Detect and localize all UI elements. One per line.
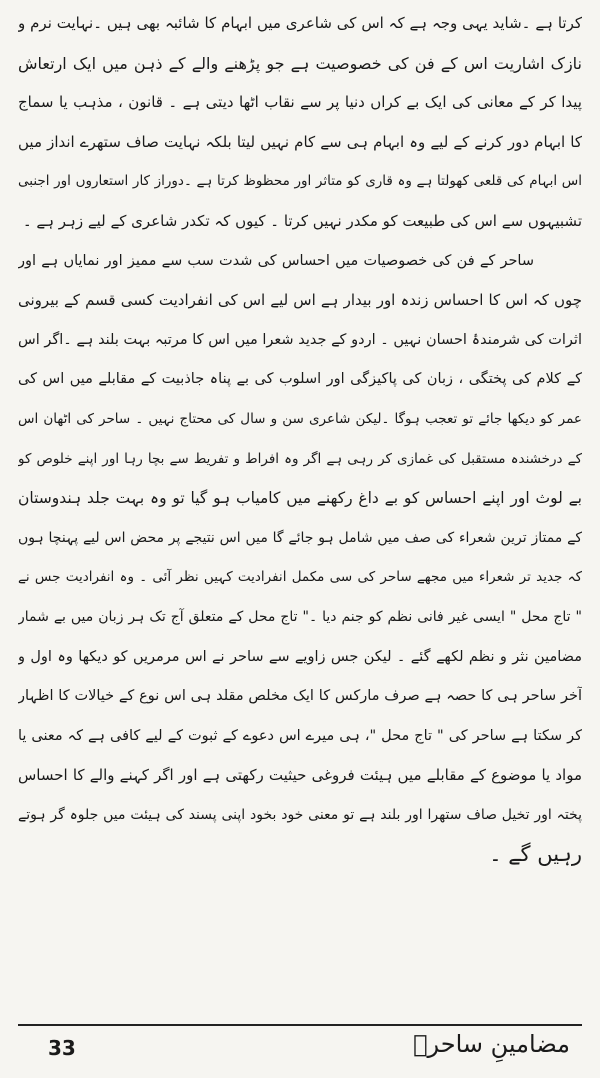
paragraph-start-line: ساحر کے فن کی خصوصیات میں احساس کی شدت سب سے ممیز اور نمایاں ہے اور (18, 252, 534, 269)
urdu-body-text (18, 4, 582, 875)
page-footer (0, 1030, 600, 1070)
text-line: پختہ اور تخیل صاف ستھرا اور بلند ہے تو معنی خود بخود اپنی پسند کی ہیئت میں جلوہ گر ہوتے (18, 806, 582, 823)
text-line: نازک اشاریت اس کے فن کی خصوصیت ہے جو پڑھنے والے کے ذہن میں ایک ارتعاش (18, 53, 582, 73)
footer-divider (18, 1024, 582, 1026)
text-line: پیدا کر کے معانی کی ایک بے کراں دنیا پر سے نقاب اٹھا دیتی ہے ۔ قانون ، مذہب یا سماج (18, 93, 582, 112)
page-number: 33 (48, 1036, 76, 1060)
text-line: آخر ساحر ہی کا حصہ ہے صرف مارکس کا ایک مخلص مقلد ہی اس نوع کے خیالات کا اظہار (18, 688, 582, 705)
text-line: بے لوث اور اپنے احساس کو بے داغ رکھنے میں کامیاب ہو گیا تو وہ بہت جلد ہندوستان (18, 489, 582, 508)
text-line: عمر کو دیکھا جائے تو تعجب ہوگا ۔لیکن شاعری سن و سال کی محتاج نہیں ۔ ساحر کی اٹھان اس (18, 410, 582, 427)
text-line: اثرات کی شرمندۂ احسان نہیں ۔ اردو کے جدید شعرا میں اس کا مرتبہ بہت بلند ہے ۔اگر اس (18, 331, 582, 348)
text-line: کرتا ہے ۔شاید یہی وجہ ہے کہ اس کی شاعری میں ابہام کا شائبہ بھی ہیں ۔نہایت نرم و (18, 14, 582, 32)
text-line: کے کلام کی پختگی ، زبان کی پاکیزگی اور اسلوب کی بے پناہ جاذبیت کے مقابلے میں اس کی (18, 371, 582, 388)
text-line: چوں کہ اس کا احساس زندہ اور بیدار ہے اس لیے اس کی انفرادیت کسی قسم کے بیرونی (18, 291, 582, 310)
text-line: کا ابہام دور کرنے کے لیے وہ ابہام ہی سے کام نہیں لیتا بلکہ نہایت صاف ستھرے انداز میں (18, 132, 582, 151)
text-line: مضامین نثر و نظم لکھے گئے ۔ لیکن جس زاویے سے ساحر نے اس مرمریں کو دیکھا وہ اول و (18, 648, 582, 665)
running-title: مضامینِ ساحرؔ (413, 1030, 570, 1058)
text-line: اس ابہام کی قلعی کھولتا ہے وہ قاری کو متاثر اور محظوظ کرتا ہے ۔دوراز کار استعاروں اور اجنبی (18, 173, 582, 190)
text-line: کر سکتا ہے ساحر کی " تاج محل "، ہی میرے اس دعوے کے ثبوت کے لیے کافی ہے کہ معنی یا (18, 727, 582, 744)
text-line: کے ممتاز ترین شعراء کی صف میں شامل ہو جائے گا میں اس نتیجے پر محض اس لیے پہنچا ہوں (18, 529, 582, 546)
text-line: " تاج محل " ایسی غیر فانی نظم کو جنم دیا ۔" تاج محل کے متعلق آج تک ہر زبان میں بے شمار (18, 608, 582, 625)
text-line: تشبیہوں سے اس کی طبیعت کو مکدر نہیں کرتا ۔ کیوں کہ تکدر شاعری کے لیے زہر ہے ۔ (22, 211, 582, 230)
text-line: کہ جدید تر شعراء میں مجھے ساحر کی سی مکمل انفرادیت کہیں نظر آئی ۔ وہ انفرادیت جس نے (18, 569, 582, 586)
text-line: کے درخشندہ مستقبل کی غمازی کر رہی ہے اگر وہ افراط و تفریط سے بچا رہا اور اپنے خلوص کو (18, 450, 582, 467)
text-line: مواد یا موضوع کے مقابلے میں ہیئت فروغی حیثیت رکھتی ہے اور اگر کہنے والے کا احساس (18, 766, 582, 785)
text-line: رہیں گے ۔ (489, 842, 582, 867)
